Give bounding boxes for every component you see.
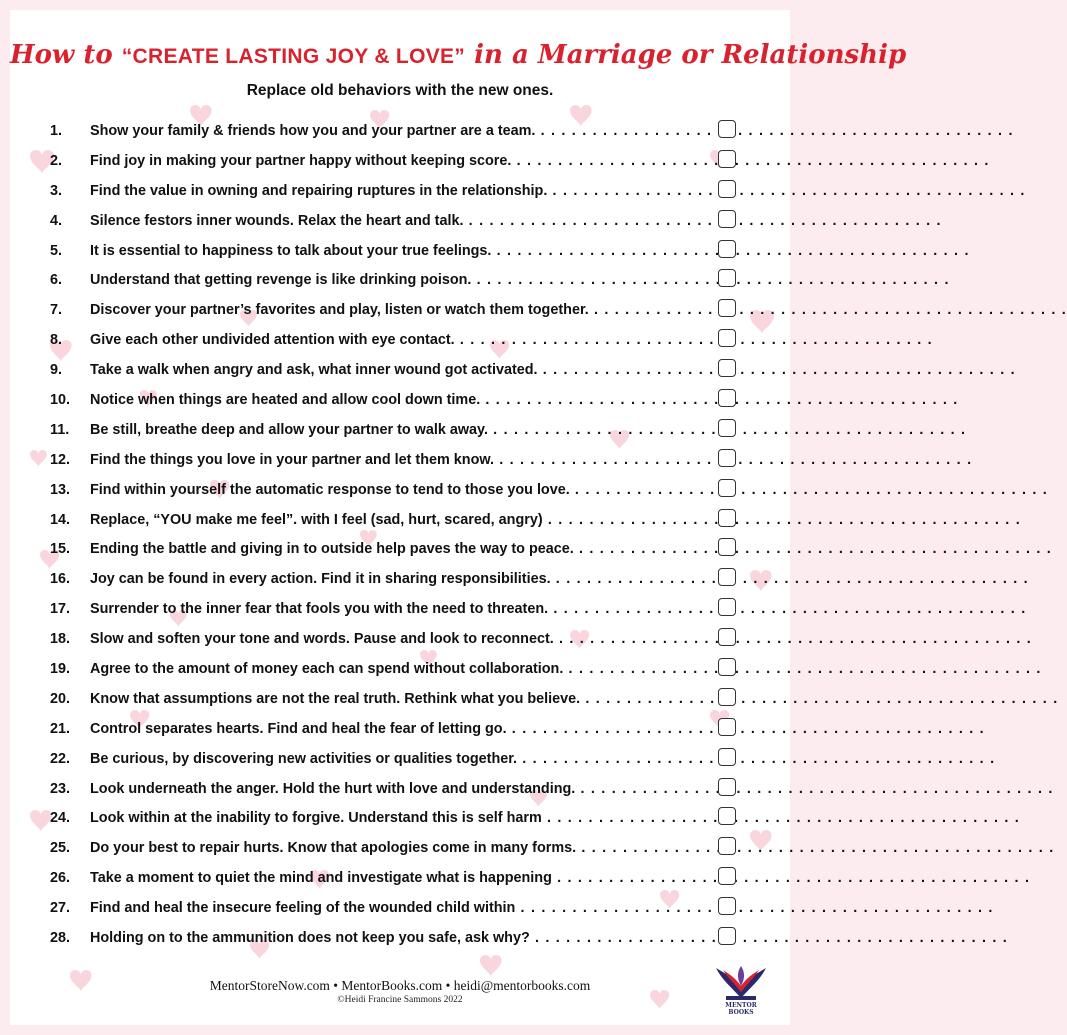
list-item xyxy=(10,564,790,594)
item-text: Notice when things are heated and allow cool down time. . . . xyxy=(90,392,708,408)
checkbox-icon[interactable] xyxy=(718,628,736,646)
checkbox-icon[interactable] xyxy=(718,867,736,885)
item-number: 6. xyxy=(50,272,63,289)
item-number: 5. xyxy=(50,242,63,259)
list-item xyxy=(10,176,790,206)
item-number: 11. xyxy=(50,421,70,438)
item-number: 26. xyxy=(50,870,71,887)
item-text: Find and heal the insecure feeling of the wounded child within . . . xyxy=(90,900,708,916)
list-item xyxy=(10,116,790,146)
item-text: Discover your partner’s favorites and play, listen or watch them together. . . . xyxy=(90,302,708,318)
checkbox-icon[interactable] xyxy=(718,778,736,796)
item-number: 17. xyxy=(50,601,71,618)
item-text: Do your best to repair hurts. Know that apologies come in many forms. . . . xyxy=(90,840,708,856)
list-item xyxy=(10,744,790,774)
list-item xyxy=(10,206,790,236)
list-item xyxy=(10,923,790,953)
list-item xyxy=(10,833,790,863)
checkbox-icon[interactable] xyxy=(718,240,736,258)
list-item xyxy=(10,624,790,654)
checkbox-icon[interactable] xyxy=(718,299,736,317)
heart-icon xyxy=(480,955,502,977)
mentor-books-logo xyxy=(714,958,768,1014)
item-text: Holding on to the ammunition does not keep you safe, ask why? . . . xyxy=(90,930,708,946)
list-item xyxy=(10,684,790,714)
list-item xyxy=(10,265,790,295)
item-text: Know that assumptions are not the real truth. Rethink what you believe. . . . xyxy=(90,691,708,707)
list-item xyxy=(10,534,790,564)
list-item xyxy=(10,893,790,923)
item-text: Replace, “YOU make me feel”. with I feel (sad, hurt, scared, angry) . . . xyxy=(90,512,708,528)
checkbox-icon[interactable] xyxy=(718,120,736,138)
page-subtitle: Replace old behaviors with the new ones. xyxy=(246,82,554,99)
item-number: 25. xyxy=(50,840,71,857)
item-text: Joy can be found in every action. Find it in sharing responsibilities. . . . xyxy=(90,571,708,587)
item-number: 4. xyxy=(50,212,63,229)
item-text: Find within yourself the automatic response to tend to those you love. . . . xyxy=(90,482,708,498)
item-number: 9. xyxy=(50,362,63,379)
item-number: 2. xyxy=(50,152,63,169)
checkbox-icon[interactable] xyxy=(718,598,736,616)
checkbox-icon[interactable] xyxy=(718,509,736,527)
list-item xyxy=(10,236,790,266)
checkbox-icon[interactable] xyxy=(718,359,736,377)
item-text: Be still, breathe deep and allow your partner to walk away. . . . xyxy=(90,422,708,438)
logo-text: MENTOR BOOKS xyxy=(725,1002,757,1016)
checkbox-icon[interactable] xyxy=(718,807,736,825)
checkbox-icon[interactable] xyxy=(718,329,736,347)
checkbox-icon[interactable] xyxy=(718,150,736,168)
item-text: Silence festors inner wounds. Relax the heart and talk. . . . xyxy=(90,213,708,229)
item-text: Surrender to the inner fear that fools you with the need to threaten. . . . xyxy=(90,601,708,617)
checkbox-icon[interactable] xyxy=(718,269,736,287)
checkbox-icon[interactable] xyxy=(718,180,736,198)
item-number: 21. xyxy=(50,720,71,737)
list-item xyxy=(10,863,790,893)
item-text: It is essential to happiness to talk about your true feelings. . . . xyxy=(90,243,708,259)
item-number: 20. xyxy=(50,690,71,707)
checkbox-icon[interactable] xyxy=(718,718,736,736)
list-item xyxy=(10,803,790,833)
list-item xyxy=(10,714,790,744)
item-text: Take a moment to quiet the mind and investigate what is happening . . . xyxy=(90,870,708,886)
title-caps: “CREATE LASTING JOY & LOVE” xyxy=(121,45,466,68)
footer-copyright: ©Heidi Francine Sammons 2022 xyxy=(337,995,463,1005)
item-number: 16. xyxy=(50,571,71,588)
item-text: Give each other undivided attention with eye contact. . . . xyxy=(90,332,708,348)
item-number: 1. xyxy=(50,123,63,139)
item-text: Find the value in owning and repairing ruptures in the relationship. . . . xyxy=(90,183,708,199)
item-number: 27. xyxy=(50,900,71,917)
list-item xyxy=(10,445,790,475)
checkbox-icon[interactable] xyxy=(718,688,736,706)
list-item xyxy=(10,415,790,445)
item-text: Look within at the inability to forgive. Understand this is self harm . . . xyxy=(90,810,708,826)
checkbox-icon[interactable] xyxy=(718,479,736,497)
item-text: Take a walk when angry and ask, what inner wound got activated. . . . xyxy=(90,362,708,378)
item-number: 3. xyxy=(50,182,63,199)
item-text: Look underneath the anger. Hold the hurt with love and understanding. . . . xyxy=(90,781,708,797)
item-text: Ending the battle and giving in to outside help paves the way to peace. . . . xyxy=(90,541,708,557)
item-text: Find joy in making your partner happy without keeping score. . . . xyxy=(90,153,708,169)
item-text: Be curious, by discovering new activities or qualities together. . . . xyxy=(90,751,708,767)
list-item xyxy=(10,355,790,385)
item-number: 23. xyxy=(50,780,71,797)
checkbox-icon[interactable] xyxy=(718,748,736,766)
item-text: Control separates hearts. Find and heal the fear of letting go. . . . xyxy=(90,721,708,737)
item-number: 7. xyxy=(50,302,63,319)
item-number: 15. xyxy=(50,541,71,558)
item-text: Agree to the amount of money each can spend without collaboration. . . . xyxy=(90,661,708,677)
list-item xyxy=(10,654,790,684)
item-text: Find the things you love in your partner and let them know. . . . xyxy=(90,452,708,468)
checkbox-icon[interactable] xyxy=(718,837,736,855)
item-number: 14. xyxy=(50,511,71,528)
checkbox-icon[interactable] xyxy=(718,389,736,407)
checkbox-icon[interactable] xyxy=(718,927,736,945)
checkbox-icon[interactable] xyxy=(718,210,736,228)
item-number: 19. xyxy=(50,661,71,678)
footer-contact: MentorStoreNow.com • MentorBooks.com • heidi@mentorbooks.com xyxy=(209,978,591,993)
item-number: 8. xyxy=(50,332,63,349)
checkbox-icon[interactable] xyxy=(718,419,736,437)
item-number: 28. xyxy=(50,930,71,947)
item-text: Understand that getting revenge is like drinking poison. . . . xyxy=(90,272,708,288)
list-item xyxy=(10,385,790,415)
item-number: 24. xyxy=(50,810,71,827)
item-number: 10. xyxy=(50,392,71,409)
checkbox-icon[interactable] xyxy=(718,568,736,586)
list-item xyxy=(10,295,790,325)
checkbox-icon[interactable] xyxy=(718,658,736,676)
item-number: 22. xyxy=(50,750,71,767)
page-title xyxy=(10,40,907,72)
list-item xyxy=(10,146,790,176)
item-text: Show your family & friends how you and your partner are a team. . . . xyxy=(90,123,708,139)
title-suffix: in a Marriage or Relationship xyxy=(465,40,907,70)
item-number: 12. xyxy=(50,451,71,468)
worksheet-page xyxy=(10,10,907,1025)
list-item xyxy=(10,505,790,535)
list-item xyxy=(10,774,790,804)
item-text: Slow and soften your tone and words. Pause and look to reconnect. . . . xyxy=(90,631,708,647)
item-number: 13. xyxy=(50,481,71,498)
checkbox-icon[interactable] xyxy=(718,449,736,467)
list-item xyxy=(10,475,790,505)
behavior-list xyxy=(10,116,790,953)
title-prefix: How to xyxy=(10,40,122,70)
phoenix-logo-icon xyxy=(714,958,768,1002)
list-item xyxy=(10,325,790,355)
list-item xyxy=(10,594,790,624)
item-number: 18. xyxy=(50,631,71,648)
checkbox-icon[interactable] xyxy=(718,538,736,556)
checkbox-icon[interactable] xyxy=(718,897,736,915)
